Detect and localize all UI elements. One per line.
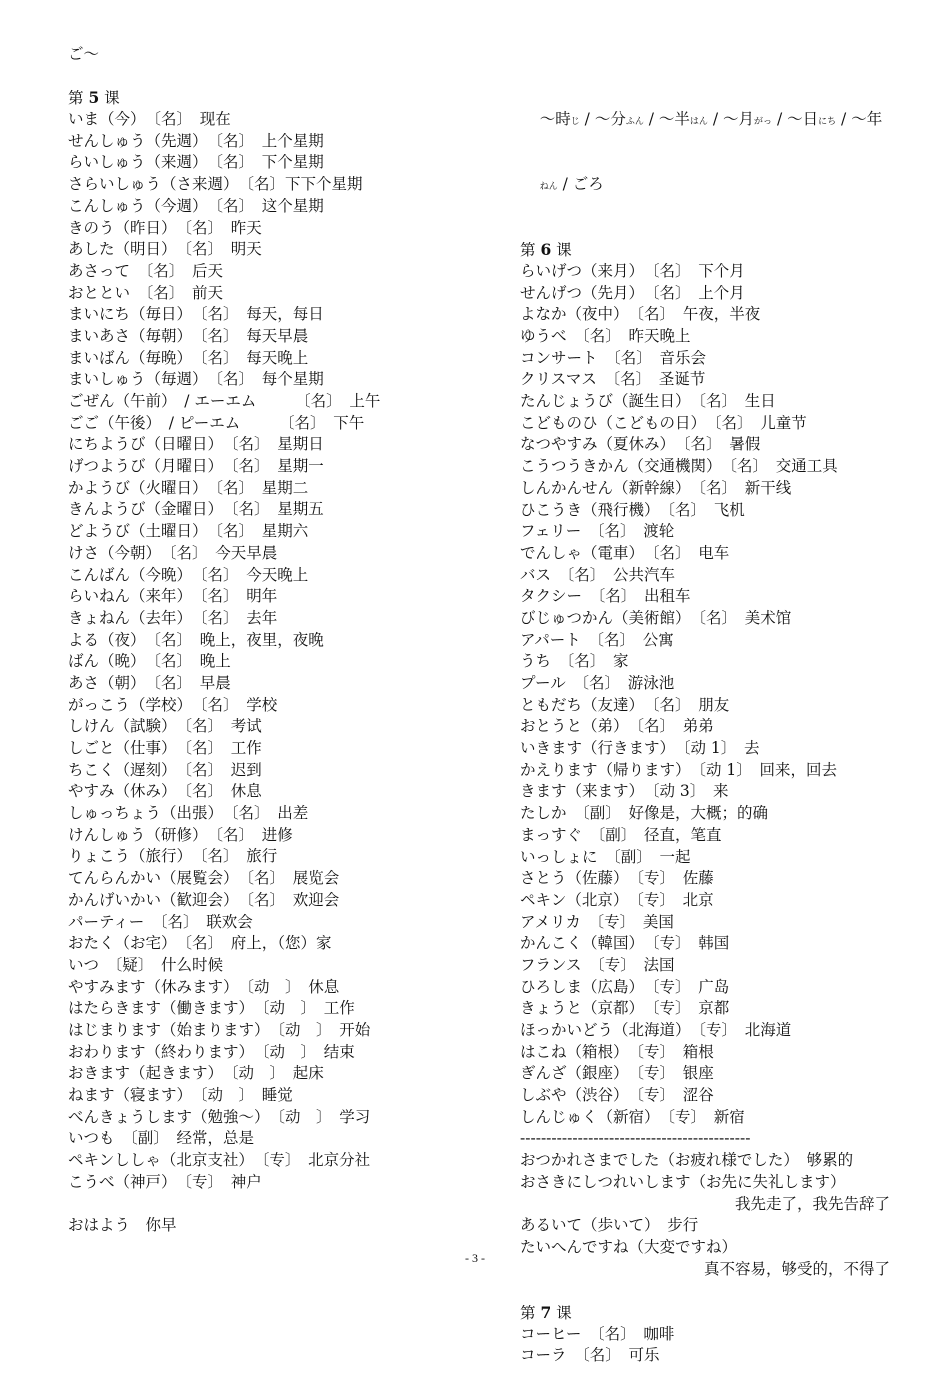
blank-line xyxy=(68,1193,468,1215)
vocab-entry: はたらきます（働きます） 〔动 〕 工作 xyxy=(68,999,355,1018)
vocab-entry: いきます（行きます） 〔动 1〕 去 xyxy=(520,739,760,758)
vocab-entry: おさきにしつれいします（お先に失礼します） xyxy=(520,1172,846,1191)
vocab-entry: かんげいかい（歓迎会） 〔名〕 欢迎会 xyxy=(68,890,340,909)
vocab-entry: やすみます（休みます） 〔动 〕 休息 xyxy=(68,977,340,996)
vocab-entry: しんじゅく（新宿） 〔专〕 新宿 xyxy=(520,1107,745,1126)
vocab-entry: クリスマス 〔名〕 圣诞节 xyxy=(520,370,706,389)
vocab-entry: けさ（今朝） 〔名〕 今天早晨 xyxy=(68,543,278,562)
time-suffix-line-1: ～時じ / ～分ふん / ～半はん / ～月がっ / ～日にち / ～年 xyxy=(539,110,883,129)
vocab-entry: こうべ（神戸） 〔专〕 神户 xyxy=(68,1172,262,1191)
vocab-entry: タクシー 〔名〕 出租车 xyxy=(520,587,691,606)
vocab-entry: かえります（帰ります） 〔动 1〕 回来，回去 xyxy=(520,760,838,779)
vocab-entry: おたく（お宅） 〔名〕 府上，（您）家 xyxy=(68,934,332,953)
blank-line xyxy=(520,218,920,240)
lesson-heading: 第 5 课 xyxy=(68,88,120,108)
vocab-entry: おはよう 你早 xyxy=(68,1216,177,1235)
vocab-entry: コンサート 〔名〕 音乐会 xyxy=(520,348,707,367)
vocab-entry: かんこく（韓国） 〔专〕 韩国 xyxy=(520,934,730,953)
vocab-entry: バス 〔名〕 公共汽车 xyxy=(520,565,676,584)
vocab-entry: いつも 〔副〕 经常，总是 xyxy=(68,1129,255,1148)
vocab-entry: ひこうき（飛行機） 〔名〕 飞机 xyxy=(520,500,745,519)
vocab-entry: きんようび（金曜日） 〔名〕 星期五 xyxy=(68,500,324,519)
vocab-entry: おきます（起きます） 〔动 〕 起床 xyxy=(68,1064,324,1083)
time-suffix-line-2: ねん / ごろ xyxy=(539,175,604,194)
vocab-entry: フェリー 〔名〕 渡轮 xyxy=(520,522,675,541)
vocab-entry: ゆうべ 〔名〕 昨天晚上 xyxy=(520,327,691,346)
divider: -------------------------------------------- xyxy=(520,1129,751,1148)
vocab-entry: きのう（昨日） 〔名〕 昨天 xyxy=(68,218,262,237)
vocab-entry: まいにち（毎日） 〔名〕 每天，每日 xyxy=(68,305,324,324)
vocab-entry: ごぜん（午前） / エーエム 〔名〕 上午 xyxy=(68,392,381,410)
vocab-entry: ぎんざ（銀座） 〔专〕 银座 xyxy=(520,1064,714,1083)
vocab-entry: まいあさ（毎朝） 〔名〕 每天早晨 xyxy=(68,326,309,345)
vocab-entry: いま（今） 〔名〕 现在 xyxy=(68,110,231,129)
vocab-entry: けんしゅう（研修） 〔名〕 进修 xyxy=(68,825,293,844)
vocab-entry: ばん（晩） 〔名〕 晚上 xyxy=(68,652,231,671)
vocab-entry: いっしょに 〔副〕 一起 xyxy=(520,847,691,866)
vocab-entry: ともだち（友達） 〔名〕 朋友 xyxy=(520,695,730,714)
vocab-entry: ペキン（北京） 〔专〕 北京 xyxy=(520,890,714,909)
vocab-entry: アメリカ 〔专〕 美国 xyxy=(520,912,674,931)
vocab-entry: さらいしゅう（さ来週） 〔名〕下下个星期 xyxy=(68,175,363,194)
translation-line: 我先走了，我先告辞了 xyxy=(734,1194,890,1213)
vocab-entry: せんげつ（先月） 〔名〕 上个月 xyxy=(520,283,745,302)
vocab-entry: こうつうきかん（交通機関） 〔名〕 交通工具 xyxy=(520,457,838,476)
vocab-entry: あした（明日） 〔名〕 明天 xyxy=(68,240,262,259)
vocab-entry: たいへんですね（大変ですね） xyxy=(520,1237,738,1256)
vocab-entry: おととい 〔名〕 前天 xyxy=(68,283,224,302)
vocab-entry: まいばん（毎晩） 〔名〕 每天晚上 xyxy=(68,348,309,367)
vocab-entry: こどものひ（こどもの日） 〔名〕 儿童节 xyxy=(520,413,807,432)
vocab-entry: プール 〔名〕 游泳池 xyxy=(520,674,675,693)
vocab-entry: おとうと（弟） 〔名〕 弟弟 xyxy=(520,717,714,736)
vocab-entry: べんきょうします（勉強～） 〔动 〕 学习 xyxy=(68,1107,371,1126)
vocab-entry: りょこう（旅行） 〔名〕 旅行 xyxy=(68,847,278,866)
vocab-entry: コーヒー 〔名〕 咖啡 xyxy=(520,1324,675,1343)
vocab-entry: あさ（朝） 〔名〕 早晨 xyxy=(68,673,231,692)
blank-line xyxy=(68,66,468,88)
vocab-entry: びじゅつかん（美術館） 〔名〕 美术馆 xyxy=(520,608,792,627)
vocab-entry: がっこう（学校） 〔名〕 学校 xyxy=(68,695,278,714)
vocab-entry: しけん（試験） 〔名〕 考试 xyxy=(68,717,262,736)
vocab-entry: うち 〔名〕 家 xyxy=(520,652,629,671)
vocab-entry: あるいて（歩いて） 步行 xyxy=(520,1216,699,1235)
vocab-entry: しんかんせん（新幹線） 〔名〕 新干线 xyxy=(520,478,792,497)
vocab-entry: かようび（火曜日） 〔名〕 星期二 xyxy=(68,478,309,497)
vocab-entry: なつやすみ（夏休み） 〔名〕 暑假 xyxy=(520,435,761,454)
vocab-entry: ねます（寝ます） 〔动 〕 睡觉 xyxy=(68,1086,293,1104)
vocab-entry: げつようび（月曜日） 〔名〕 星期一 xyxy=(68,457,324,476)
vocab-entry: らいしゅう（来週） 〔名〕 下个星期 xyxy=(68,153,324,172)
vocab-entry: さとう（佐藤） 〔专〕 佐藤 xyxy=(520,869,714,888)
vocab-entry: しぶや（渋谷） 〔专〕 涩谷 xyxy=(520,1086,714,1105)
right-column xyxy=(520,44,920,1389)
vocab-entry: しごと（仕事） 〔名〕 工作 xyxy=(68,739,262,757)
vocab-entry: きます（来ます） 〔动 3〕 来 xyxy=(520,782,729,801)
translation-line: 真不容易，够受的，不得了 xyxy=(703,1259,890,1278)
lesson-heading: 第 7 课 xyxy=(520,1302,572,1322)
lesson-heading: 第 6 课 xyxy=(520,240,572,260)
vocab-entry: ほっかいどう（北海道） 〔专〕 北海道 xyxy=(520,1021,792,1040)
vocab-entry: でんしゃ（電車） 〔名〕 电车 xyxy=(520,543,730,562)
vocab-entry: らいねん（来年） 〔名〕 明年 xyxy=(68,587,278,606)
vocab-entry: たんじょうび（誕生日） 〔名〕 生日 xyxy=(520,392,776,411)
vocab-entry: まっすぐ 〔副〕 径直，笔直 xyxy=(520,825,722,844)
vocab-entry: ペキンししゃ（北京支社） 〔专〕 北京分社 xyxy=(68,1151,371,1170)
vocab-entry: よなか（夜中） 〔名〕 午夜，半夜 xyxy=(520,305,761,324)
vocab-entry: こんばん（今晩） 〔名〕 今天晚上 xyxy=(68,565,309,584)
vocab-entry: らいげつ（来月） 〔名〕 下个月 xyxy=(520,261,745,280)
vocab-entry: どようび（土曜日） 〔名〕 星期六 xyxy=(68,522,309,541)
vocab-entry: おつかれさまでした（お疲れ様でした） 够累的 xyxy=(520,1151,854,1170)
vocab-entry: フランス 〔专〕 法国 xyxy=(520,955,675,974)
vocab-entry: しゅっちょう（出張） 〔名〕 出差 xyxy=(68,804,309,823)
vocab-entry: ごご（午後） / ピーエム 〔名〕 下午 xyxy=(68,413,365,432)
vocab-entry: パーティー 〔名〕 联欢会 xyxy=(68,912,253,931)
vocab-entry: ひろしま（広島） 〔专〕 广岛 xyxy=(520,977,730,996)
vocab-entry: おわります（終わります） 〔动 〕 结束 xyxy=(68,1042,355,1061)
page-number: - 3 - xyxy=(465,1251,485,1265)
vocab-entry: ちこく（遅刻） 〔名〕 迟到 xyxy=(68,760,262,779)
vocab-entry: アパート 〔名〕 公寓 xyxy=(520,630,674,649)
vocab-entry: こんしゅう（今週） 〔名〕 这个星期 xyxy=(68,196,324,215)
vocab-entry: はじまります（始まります） 〔动 〕 开始 xyxy=(68,1020,371,1039)
vocab-entry: やすみ（休み） 〔名〕 休息 xyxy=(68,782,262,801)
vocab-entry: コーラ 〔名〕 可乐 xyxy=(520,1346,660,1365)
vocab-entry: きょねん（去年） 〔名〕 去年 xyxy=(68,608,278,627)
vocab-entry: いつ 〔疑〕 什么时候 xyxy=(68,955,224,974)
vocab-entry: にちようび（日曜日） 〔名〕 星期日 xyxy=(68,435,324,454)
vocab-entry: せんしゅう（先週） 〔名〕 上个星期 xyxy=(68,131,324,150)
vocab-entry: まいしゅう（毎週） 〔名〕 每个星期 xyxy=(68,370,324,389)
vocab-entry: あさって 〔名〕 后天 xyxy=(68,261,224,280)
blank-line xyxy=(520,1280,920,1302)
vocab-entry: はこね（箱根） 〔专〕 箱根 xyxy=(520,1042,714,1061)
vocab-entry: てんらんかい（展覧会） 〔名〕 展览会 xyxy=(68,869,340,888)
vocab-entry: きょうと（京都） 〔专〕 京都 xyxy=(520,999,730,1018)
vocab-entry: たしか 〔副〕 好像是，大概；的确 xyxy=(520,804,769,823)
left-column xyxy=(68,44,468,1237)
vocab-entry: よる（夜） 〔名〕 晚上，夜里，夜晚 xyxy=(68,630,324,649)
vocab-entry: ご～ xyxy=(68,45,100,63)
